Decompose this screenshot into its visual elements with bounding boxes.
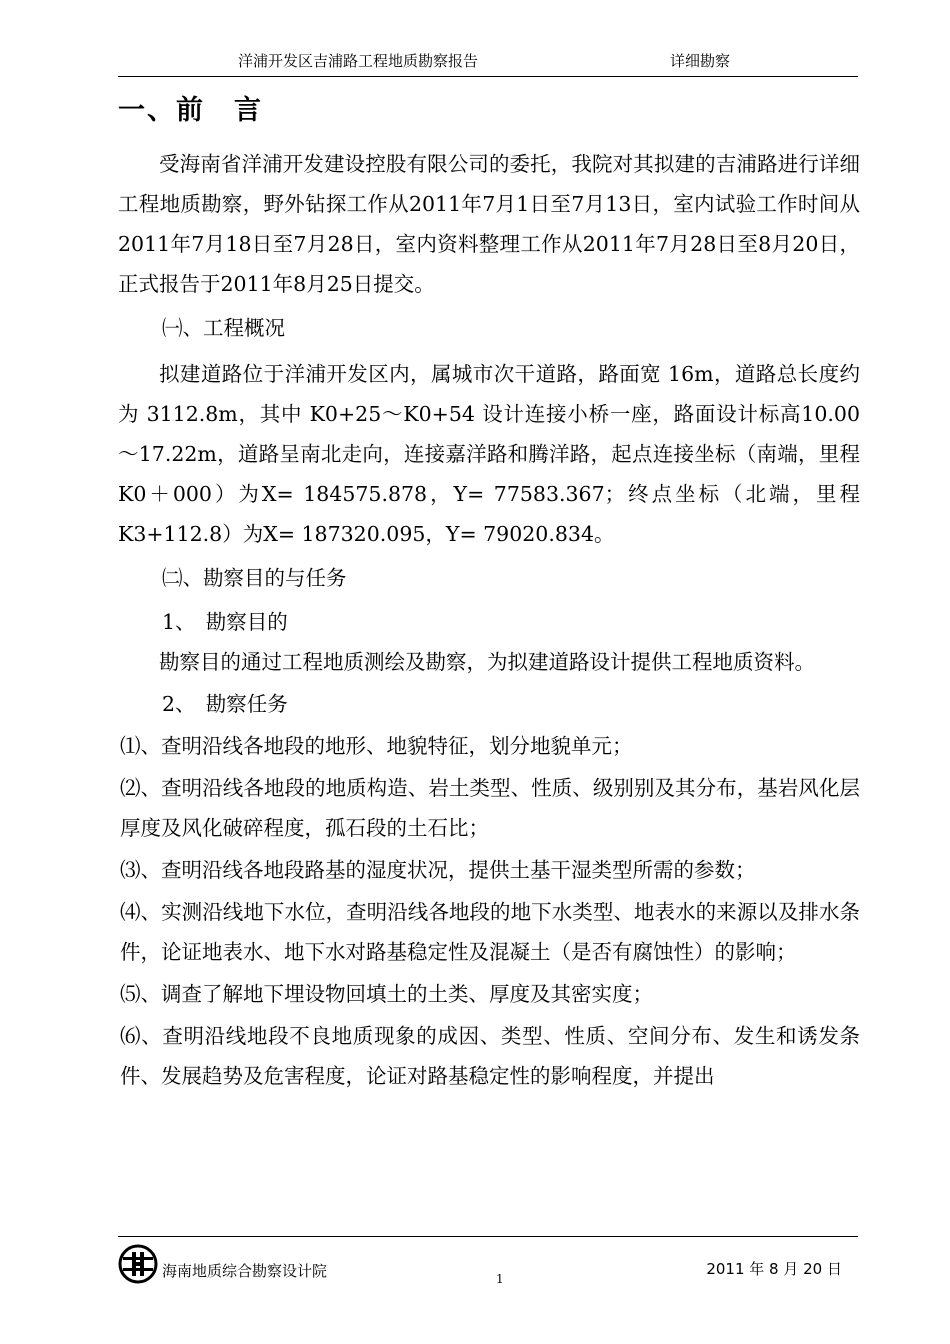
task-item: ⑸、调查了解地下埋设物回填土的土类、厚度及其密实度； [120, 982, 653, 1006]
intro-paragraph: 受海南省洋浦开发建设控股有限公司的委托，我院对其拟建的吉浦路进行详细工程地质勘察，野外钻探工作从2011年7月1日至7月13日，室内试验工作时间从2011年7月18日至7月28日，室内资料整理工作从2011年7月28日至8月20日，正式报告于2011年8月25日提交。 [118, 152, 860, 296]
report-title: 洋浦开发区吉浦路工程地质勘察报告 [238, 52, 479, 70]
report-date: 2011 年 8 月 20 日 [706, 1260, 842, 1278]
overview-paragraph: 拟建道路位于洋浦开发区内，属城市次干道路，路面宽 16m，道路总长度约为 3112.8m，其中 K0+25～K0+54 设计连接小桥一座，路面设计标高10.00～17.22m，道路呈南北走向，连接嘉洋路和腾洋路，起点连接坐标（南端，里程K0＋000）为X= 184575.878，Y= 77583.367；终点坐标（北端，里程K3+112.8）为X= 187320.095，Y= 79020.834。 [118, 362, 860, 546]
task-item: ⑹、查明沿线地段不良地质现象的成因、类型、性质、空间分布、发生和诱发条件、发展趋势及危害程度，论证对路基稳定性的影响程度，并提出 [120, 1024, 860, 1088]
task-item: ⑷、实测沿线地下水位，查明沿线各地段的地下水类型、地表水的来源以及排水条件，论证地表水、地下水对路基稳定性及混凝土（是否有腐蚀性）的影响； [120, 900, 860, 964]
section-heading: 一、前 言 [118, 95, 263, 126]
institute-logo-icon [118, 1244, 158, 1284]
organization-name: 海南地质综合勘察设计院 [162, 1262, 328, 1280]
footer-rule [118, 1236, 858, 1237]
numbered-heading: 1、 勘察目的 [162, 610, 288, 634]
page-header [118, 50, 858, 78]
header-rule [118, 76, 858, 77]
subsection-heading: ㈠、工程概况 [162, 316, 285, 340]
page-footer [118, 1236, 858, 1296]
task-item: ⑶、查明沿线各地段路基的湿度状况，提供土基干湿类型所需的参数； [120, 858, 756, 882]
task-item: ⑵、查明沿线各地段的地质构造、岩土类型、性质、级别别及其分布，基岩风化层厚度及风化破碎程度，孤石段的土石比； [120, 776, 860, 840]
page-number: 1 [496, 1272, 504, 1286]
numbered-heading: 2、 勘察任务 [162, 692, 288, 716]
survey-stage: 详细勘察 [670, 52, 731, 70]
purpose-paragraph: 勘察目的通过工程地质测绘及勘察，为拟建道路设计提供工程地质资料。 [159, 650, 815, 674]
subsection-heading: ㈡、勘察目的与任务 [162, 566, 347, 590]
document-body [118, 144, 860, 1096]
task-item: ⑴、查明沿线各地段的地形、地貌特征，划分地貌单元； [120, 734, 633, 758]
